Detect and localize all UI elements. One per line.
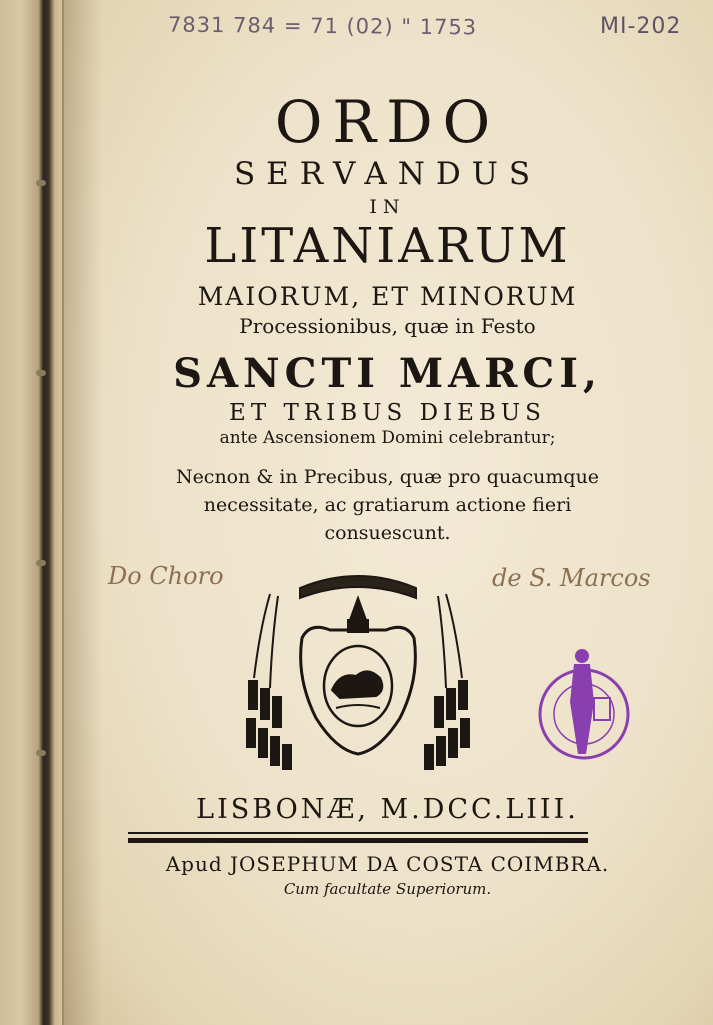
imprint-printer: Apud JOSEPHUM DA COSTA COIMBRA.	[165, 852, 610, 876]
imprint-license: Cum facultate Superiorum.	[283, 880, 492, 898]
title-servandus: SERVANDUS	[233, 156, 542, 192]
title-maiorum: MAIORUM, ET MINORUM	[197, 282, 578, 311]
title-tribus-diebus: ET TRIBUS DIEBUS	[229, 400, 546, 426]
library-stamp-icon	[524, 642, 644, 767]
spine-stitch	[36, 750, 46, 756]
title-in: IN	[369, 196, 406, 218]
rule-thick	[128, 838, 588, 843]
title-necessitate: necessitate, ac gratiarum actione fieri	[203, 494, 572, 516]
spine-stitch	[36, 180, 46, 186]
title-necnon: Necnon & in Precibus, quæ pro quacumque	[175, 466, 600, 488]
spine-stitch	[36, 370, 46, 376]
handwritten-de-s-marcos: de S. Marcos	[492, 564, 651, 592]
catalog-number: 7831 784 = 71 (02) " 1753	[167, 12, 478, 40]
rule-thin	[128, 832, 588, 834]
title-ascensionem: ante Ascensionem Domini celebrantur;	[219, 428, 556, 448]
book-spine	[0, 0, 70, 1025]
title-consuescunt: consuescunt.	[324, 522, 451, 544]
coat-of-arms-icon	[240, 568, 476, 780]
title-litaniarum: LITANIARUM	[204, 218, 571, 274]
title-ordo: ORDO	[274, 88, 501, 156]
imprint-place-date: LISBONÆ, M.DCC.LIII.	[196, 794, 579, 825]
title-sancti-marci: SANCTI MARCI,	[173, 350, 602, 397]
handwritten-do-choro: Do Choro	[108, 562, 224, 590]
title-processionibus: Processionibus, quæ in Festo	[239, 314, 536, 338]
shelf-code: MI-202	[600, 14, 682, 39]
spine-stitch	[36, 560, 46, 566]
